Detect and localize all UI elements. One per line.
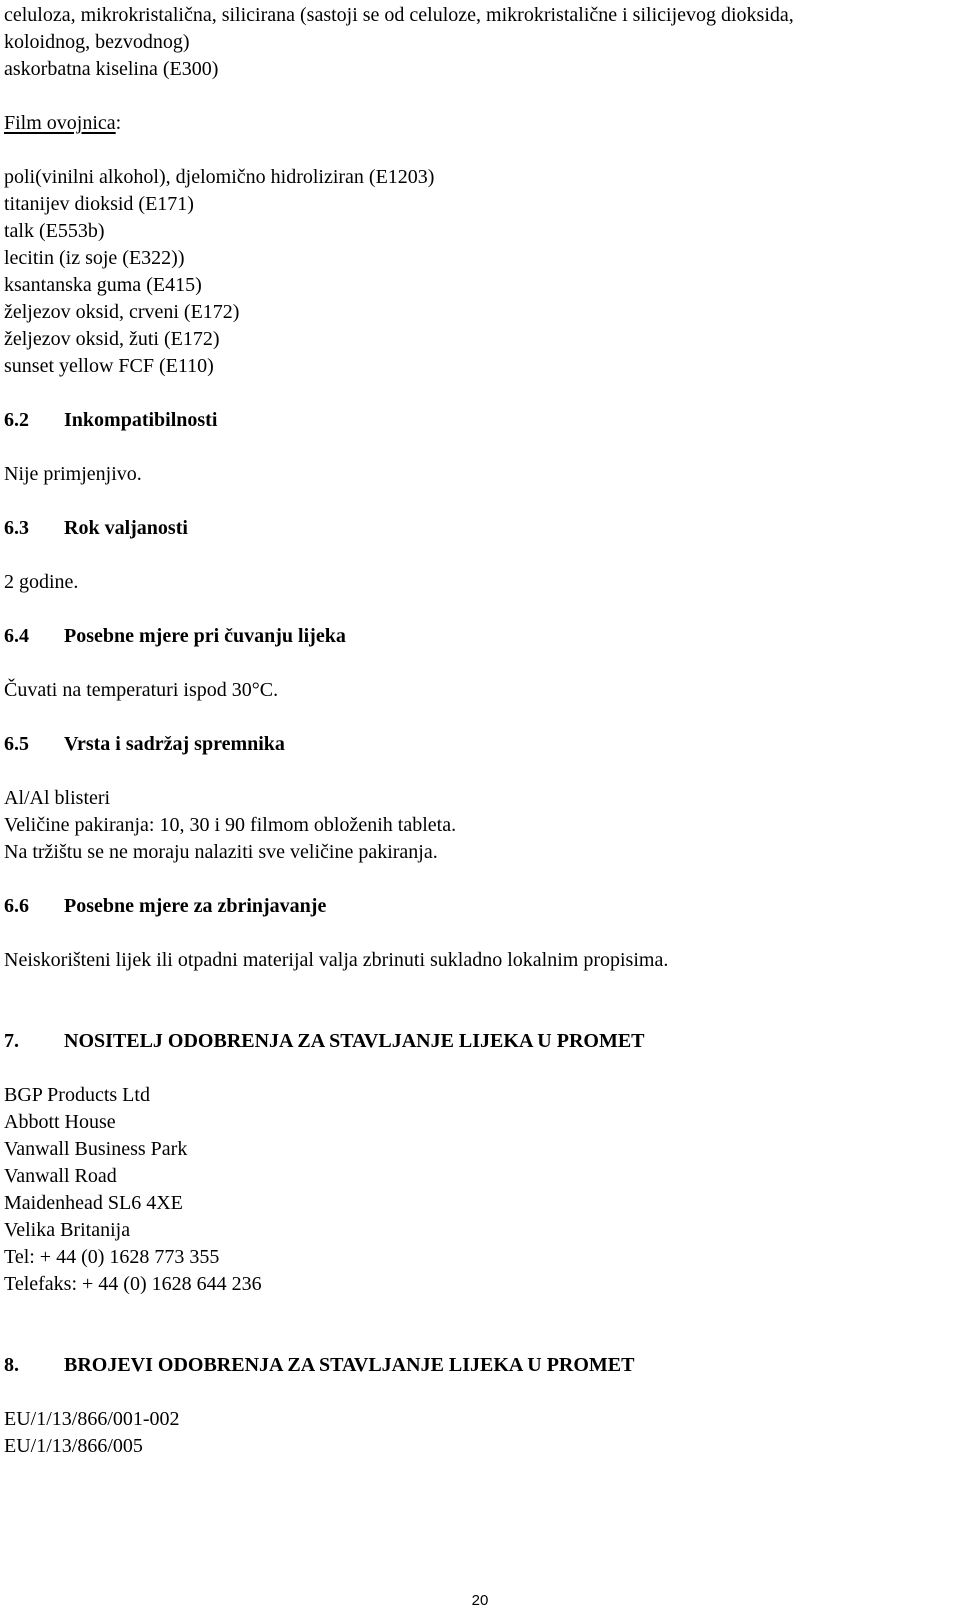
section-heading-6-4 <box>4 623 346 650</box>
film-item: željezov oksid, žuti (E172) <box>4 328 220 350</box>
section-text: 2 godine. <box>4 571 79 593</box>
section-text: Čuvati na temperaturi ispod 30°C. <box>4 679 279 701</box>
page-number: 20 <box>471 1592 489 1609</box>
film-coating-label <box>4 110 121 137</box>
film-item: ksantanska guma (E415) <box>4 274 202 296</box>
film-item: titanijev dioksid (E171) <box>4 193 194 215</box>
section-number: 6.5 <box>4 733 29 755</box>
holder-address-line: Vanwall Business Park <box>4 1138 188 1160</box>
film-item: poli(vinilni alkohol), djelomično hidroliziran (E1203) <box>4 166 435 188</box>
excipient-line: celuloza, mikrokristalična, silicirana (sastoji se od celuloze, mikrokristalične i silicijevog dioksida, <box>4 4 794 26</box>
section-heading-6-3 <box>4 515 188 542</box>
section-heading-8 <box>4 1352 634 1379</box>
section-number: 6.2 <box>4 409 29 431</box>
film-coating-label-text: Film ovojnica <box>4 112 116 134</box>
film-coating-colon: : <box>115 112 122 134</box>
holder-address-line: Velika Britanija <box>4 1219 131 1241</box>
section-title: Posebne mjere za zbrinjavanje <box>64 895 327 917</box>
section-number: 6.6 <box>4 895 29 917</box>
section-text: Nije primjenjivo. <box>4 463 142 485</box>
section-number: 8. <box>4 1354 19 1376</box>
film-item: lecitin (iz soje (E322)) <box>4 247 185 269</box>
section-text: Veličine pakiranja: 10, 30 i 90 filmom obloženih tableta. <box>4 814 457 836</box>
section-text: Neiskorišteni lijek ili otpadni materijal valja zbrinuti sukladno lokalnim propisima. <box>4 949 669 971</box>
section-title: Inkompatibilnosti <box>64 409 218 431</box>
section-heading-6-5 <box>4 731 285 758</box>
holder-address-line: Abbott House <box>4 1111 116 1133</box>
excipient-line: koloidnog, bezvodnog) <box>4 31 190 53</box>
excipient-line: askorbatna kiselina (E300) <box>4 58 219 80</box>
authorisation-number: EU/1/13/866/001-002 <box>4 1408 180 1430</box>
holder-phone: Tel: + 44 (0) 1628 773 355 <box>4 1246 220 1268</box>
section-title: Posebne mjere pri čuvanju lijeka <box>64 625 346 647</box>
film-item: talk (E553b) <box>4 220 105 242</box>
section-number: 6.3 <box>4 517 29 539</box>
section-title: NOSITELJ ODOBRENJA ZA STAVLJANJE LIJEKA U PROMET <box>64 1030 645 1052</box>
section-title: Vrsta i sadržaj spremnika <box>64 733 285 755</box>
holder-address-line: Maidenhead SL6 4XE <box>4 1192 183 1214</box>
holder-fax: Telefaks: + 44 (0) 1628 644 236 <box>4 1273 262 1295</box>
section-text: Al/Al blisteri <box>4 787 111 809</box>
section-number: 7. <box>4 1030 19 1052</box>
section-heading-6-6 <box>4 893 326 920</box>
film-item: željezov oksid, crveni (E172) <box>4 301 240 323</box>
holder-address-line: Vanwall Road <box>4 1165 117 1187</box>
section-title: BROJEVI ODOBRENJA ZA STAVLJANJE LIJEKA U PROMET <box>64 1354 635 1376</box>
section-heading-6-2 <box>4 407 217 434</box>
film-item: sunset yellow FCF (E110) <box>4 355 214 377</box>
authorisation-number: EU/1/13/866/005 <box>4 1435 143 1457</box>
section-text: Na tržištu se ne moraju nalaziti sve veličine pakiranja. <box>4 841 438 863</box>
section-title: Rok valjanosti <box>64 517 188 539</box>
holder-address-line: BGP Products Ltd <box>4 1084 150 1106</box>
section-number: 6.4 <box>4 625 29 647</box>
section-heading-7 <box>4 1028 645 1055</box>
